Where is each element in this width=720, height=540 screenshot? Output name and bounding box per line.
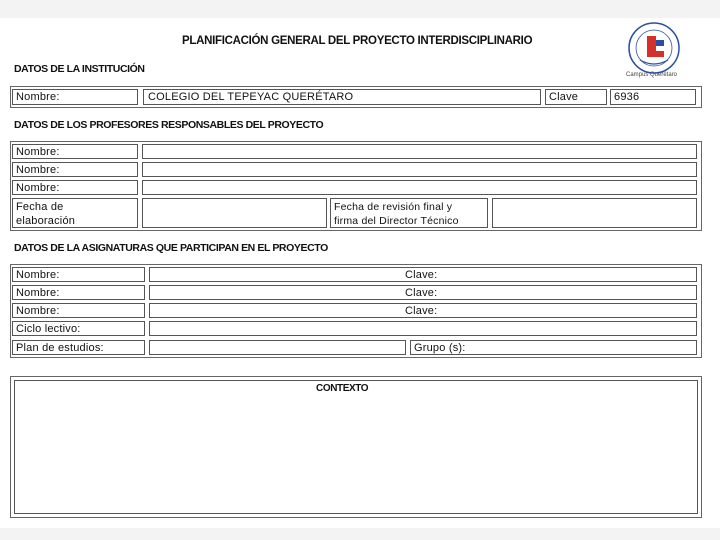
teacher-name-label: Nombre: — [16, 164, 60, 176]
teachers-heading: DATOS DE LOS PROFESORES RESPONSABLES DEL PROYECTO — [14, 119, 324, 131]
institution-clave-label-box — [545, 89, 607, 105]
subject-name-label-box — [12, 285, 145, 300]
revision-label-line1: Fecha de revisión final y — [334, 201, 453, 213]
institution-clave-field[interactable] — [610, 89, 696, 105]
logo-subtitle: Campus Querétaro — [626, 72, 678, 78]
fecha-elaboracion-label-line1: Fecha de — [16, 201, 64, 213]
plan-estudios-label-box — [12, 340, 145, 355]
teacher-name-field[interactable] — [142, 144, 697, 159]
institution-name-label-box — [12, 89, 138, 105]
teacher-name-label-box — [12, 144, 138, 159]
teacher-name-label-box — [12, 162, 138, 177]
teacher-name-field[interactable] — [142, 162, 697, 177]
institution-clave-label: Clave — [549, 91, 579, 103]
subject-clave-label: Clave: — [405, 269, 438, 281]
fecha-elaboracion-field[interactable] — [142, 198, 327, 228]
ciclo-lectivo-label-box — [12, 321, 145, 336]
institution-name-field[interactable] — [143, 89, 541, 105]
institution-heading: DATOS DE LA INSTITUCIÓN — [14, 63, 145, 75]
subject-name-field[interactable] — [149, 303, 697, 318]
revision-field[interactable] — [492, 198, 697, 228]
subject-clave-label: Clave: — [405, 287, 438, 299]
subject-name-label: Nombre: — [16, 269, 60, 281]
plan-estudios-label: Plan de estudios: — [16, 342, 104, 354]
context-heading: CONTEXTO — [316, 383, 369, 394]
revision-label-line2: firma del Director Técnico — [334, 215, 459, 227]
teacher-name-label: Nombre: — [16, 146, 60, 158]
ciclo-lectivo-label: Ciclo lectivo: — [16, 323, 81, 335]
fecha-elaboracion-label-line2: elaboración — [16, 215, 76, 227]
subject-name-label-box — [12, 303, 145, 318]
subject-clave-label: Clave: — [405, 305, 438, 317]
teacher-name-field[interactable] — [142, 180, 697, 195]
revision-label-box — [330, 198, 488, 228]
institution-name-value: COLEGIO DEL TEPEYAC QUERÉTARO — [148, 91, 354, 103]
subject-name-label: Nombre: — [16, 305, 60, 317]
teacher-name-label-box — [12, 180, 138, 195]
grupo-field[interactable] — [410, 340, 697, 355]
institution-clave-value: 6936 — [614, 91, 640, 103]
context-field[interactable] — [14, 380, 698, 514]
grupo-label: Grupo (s): — [414, 342, 466, 354]
institution-name-label: Nombre: — [16, 91, 60, 103]
subject-name-field[interactable] — [149, 285, 697, 300]
fecha-elaboracion-label-box — [12, 198, 138, 228]
plan-estudios-field[interactable] — [149, 340, 406, 355]
ciclo-lectivo-field[interactable] — [149, 321, 697, 336]
subjects-heading: DATOS DE LA ASIGNATURAS QUE PARTICIPAN EN EL PROYECTO — [14, 242, 328, 254]
teacher-name-label: Nombre: — [16, 182, 60, 194]
page-title: PLANIFICACIÓN GENERAL DEL PROYECTO INTERDISCIPLINARIO — [182, 35, 533, 47]
subject-name-label: Nombre: — [16, 287, 60, 299]
subject-name-label-box — [12, 267, 145, 282]
subject-name-field[interactable] — [149, 267, 697, 282]
